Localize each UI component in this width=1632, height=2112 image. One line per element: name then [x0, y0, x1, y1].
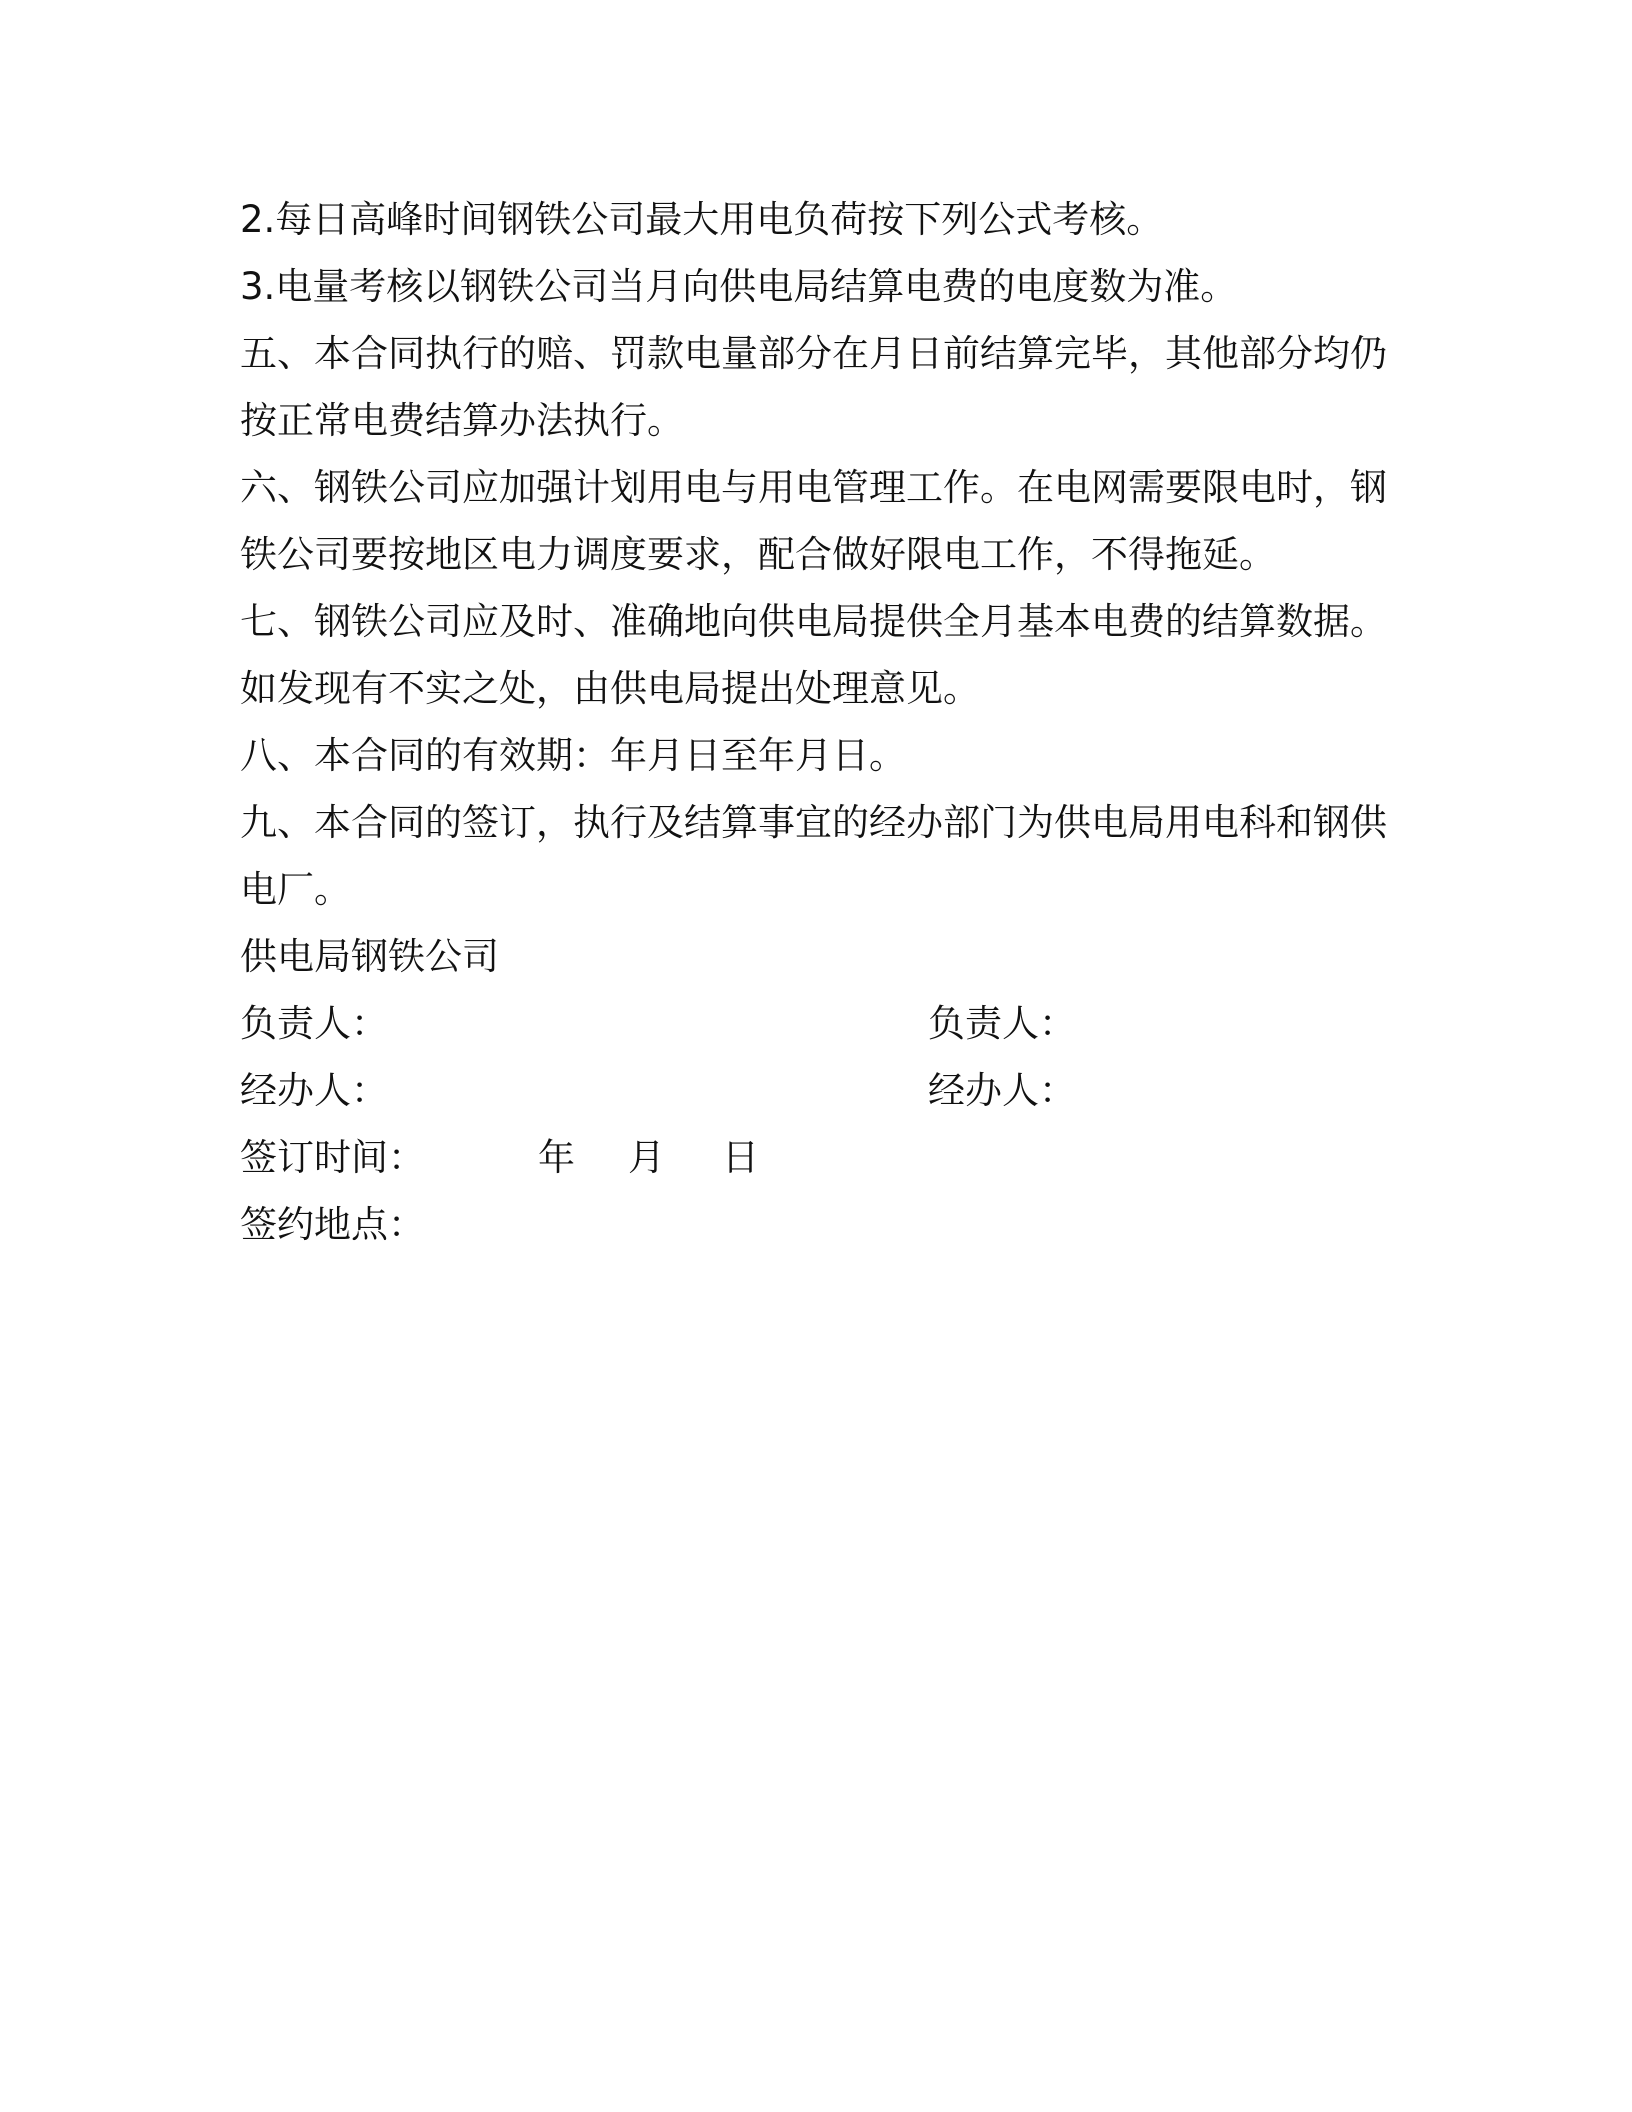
paragraph-line: 2.每日高峰时间钢铁公司最大用电负荷按下列公式考核。: [240, 198, 1164, 241]
year-label: 年: [538, 1136, 575, 1179]
paragraph-line: 八、本合同的有效期：年月日至年月日。: [240, 734, 906, 777]
paragraph-line: 电厂。: [240, 868, 351, 911]
document-body: [240, 186, 1390, 1258]
paragraph-line: 六、钢铁公司应加强计划用电与用电管理工作。在电网需要限电时，钢: [240, 466, 1387, 509]
right-responsible-label: 负责人：: [928, 1002, 1076, 1045]
handler-row: [240, 1057, 1390, 1124]
paragraph-line: 九、本合同的签订，执行及结算事宜的经办部门为供电局用电科和钢供: [240, 801, 1387, 844]
left-responsible-label: 负责人：: [240, 1002, 388, 1045]
paragraph-line: 七、钢铁公司应及时、准确地向供电局提供全月基本电费的结算数据。: [240, 600, 1387, 643]
paragraph-line: 如发现有不实之处，由供电局提出处理意见。: [240, 667, 980, 710]
responsible-row: [240, 990, 1390, 1057]
parties-line: 供电局钢铁公司: [240, 935, 499, 978]
day-label: 日: [722, 1136, 759, 1179]
paragraph-line: 铁公司要按地区电力调度要求，配合做好限电工作，不得拖延。: [240, 533, 1276, 576]
month-label: 月: [628, 1136, 665, 1179]
paragraph-line: 按正常电费结算办法执行。: [240, 399, 684, 442]
left-handler-label: 经办人：: [240, 1069, 388, 1112]
sign-place-label: 签约地点：: [240, 1203, 425, 1246]
paragraph-line: 五、本合同执行的赔、罚款电量部分在月日前结算完毕，其他部分均仍: [240, 332, 1387, 375]
sign-time-row: [240, 1124, 1390, 1191]
sign-time-label: 签订时间：: [240, 1136, 425, 1179]
paragraph-line: 3.电量考核以钢铁公司当月向供电局结算电费的电度数为准。: [240, 265, 1238, 308]
right-handler-label: 经办人：: [928, 1069, 1076, 1112]
